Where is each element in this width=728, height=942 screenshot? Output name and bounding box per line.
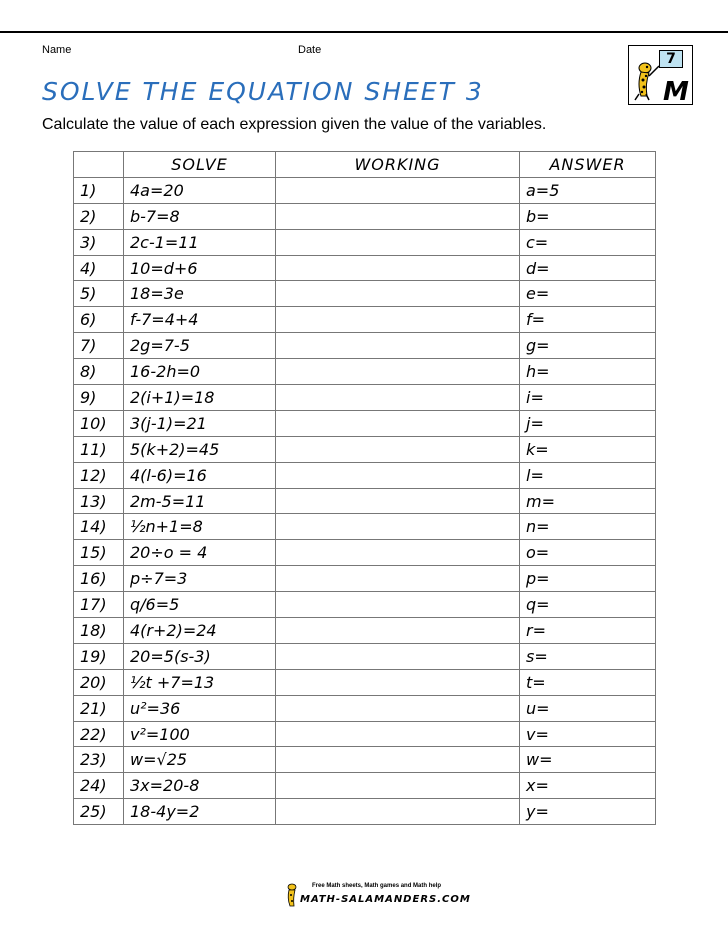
row-number: 14) <box>74 514 124 540</box>
row-working <box>276 514 520 540</box>
row-equation: f-7=4+4 <box>124 307 276 333</box>
table-row <box>74 359 656 385</box>
row-number: 22) <box>74 721 124 747</box>
row-equation: 2m-5=11 <box>124 488 276 514</box>
table-row <box>74 695 656 721</box>
row-answer: r= <box>520 618 656 644</box>
row-working <box>276 436 520 462</box>
table-row <box>74 721 656 747</box>
row-answer: m= <box>520 488 656 514</box>
table-row <box>74 773 656 799</box>
row-equation: 4(l-6)=16 <box>124 462 276 488</box>
row-working <box>276 229 520 255</box>
row-number: 21) <box>74 695 124 721</box>
row-number: 10) <box>74 410 124 436</box>
row-equation: 4a=20 <box>124 177 276 203</box>
row-answer: d= <box>520 255 656 281</box>
row-working <box>276 773 520 799</box>
row-working <box>276 618 520 644</box>
row-equation: v²=100 <box>124 721 276 747</box>
row-equation: b-7=8 <box>124 203 276 229</box>
row-answer: s= <box>520 643 656 669</box>
row-number: 19) <box>74 643 124 669</box>
row-number: 6) <box>74 307 124 333</box>
row-working <box>276 799 520 825</box>
header-number <box>74 152 124 178</box>
row-equation: 3(j-1)=21 <box>124 410 276 436</box>
row-answer: j= <box>520 410 656 436</box>
row-equation: 16-2h=0 <box>124 359 276 385</box>
row-number: 11) <box>74 436 124 462</box>
row-answer: x= <box>520 773 656 799</box>
instructions: Calculate the value of each expression given the value of the variables. <box>42 116 547 133</box>
table-row <box>74 540 656 566</box>
logo-brand-letter: M <box>663 77 689 104</box>
row-answer: w= <box>520 747 656 773</box>
row-answer: b= <box>520 203 656 229</box>
table-row <box>74 255 656 281</box>
row-answer: h= <box>520 359 656 385</box>
table-row <box>74 462 656 488</box>
row-answer: o= <box>520 540 656 566</box>
salamander-logo <box>628 45 693 105</box>
row-answer: n= <box>520 514 656 540</box>
row-number: 4) <box>74 255 124 281</box>
page-title: SOLVE THE EQUATION SHEET 3 <box>42 77 484 106</box>
row-working <box>276 540 520 566</box>
table-row <box>74 281 656 307</box>
row-working <box>276 333 520 359</box>
row-equation: ½t +7=13 <box>124 669 276 695</box>
row-number: 5) <box>74 281 124 307</box>
row-equation: 2(i+1)=18 <box>124 385 276 411</box>
row-working <box>276 281 520 307</box>
row-equation: 10=d+6 <box>124 255 276 281</box>
row-answer: e= <box>520 281 656 307</box>
row-equation: p÷7=3 <box>124 566 276 592</box>
row-working <box>276 721 520 747</box>
row-equation: 18=3e <box>124 281 276 307</box>
row-answer: f= <box>520 307 656 333</box>
row-working <box>276 669 520 695</box>
row-number: 7) <box>74 333 124 359</box>
row-equation: 4(r+2)=24 <box>124 618 276 644</box>
row-equation: 3x=20-8 <box>124 773 276 799</box>
row-working <box>276 177 520 203</box>
row-answer: v= <box>520 721 656 747</box>
row-working <box>276 462 520 488</box>
table-header-row <box>74 152 656 178</box>
row-equation: ½n+1=8 <box>124 514 276 540</box>
row-answer: g= <box>520 333 656 359</box>
row-working <box>276 488 520 514</box>
table-row <box>74 333 656 359</box>
table-row <box>74 669 656 695</box>
row-answer: c= <box>520 229 656 255</box>
row-equation: u²=36 <box>124 695 276 721</box>
row-answer: i= <box>520 385 656 411</box>
table-row <box>74 747 656 773</box>
top-rule <box>0 31 728 33</box>
row-number: 8) <box>74 359 124 385</box>
table-row <box>74 385 656 411</box>
row-answer: p= <box>520 566 656 592</box>
row-answer: k= <box>520 436 656 462</box>
row-equation: 20=5(s-3) <box>124 643 276 669</box>
footer-tagline: Free Math sheets, Math games and Math help <box>312 883 442 889</box>
name-label: Name <box>42 44 72 56</box>
table-row <box>74 514 656 540</box>
row-number: 3) <box>74 229 124 255</box>
header-solve: SOLVE <box>124 152 276 178</box>
row-working <box>276 359 520 385</box>
grade-badge: 7 <box>659 50 683 68</box>
row-equation: 5(k+2)=45 <box>124 436 276 462</box>
row-answer: l= <box>520 462 656 488</box>
table-row <box>74 177 656 203</box>
row-number: 1) <box>74 177 124 203</box>
header-answer: ANSWER <box>520 152 656 178</box>
row-working <box>276 695 520 721</box>
row-working <box>276 385 520 411</box>
row-working <box>276 255 520 281</box>
table-row <box>74 566 656 592</box>
row-working <box>276 307 520 333</box>
row-number: 16) <box>74 566 124 592</box>
table-row <box>74 203 656 229</box>
row-number: 17) <box>74 592 124 618</box>
row-working <box>276 410 520 436</box>
table-row <box>74 488 656 514</box>
row-equation: 2g=7-5 <box>124 333 276 359</box>
header-working: WORKING <box>276 152 520 178</box>
table-row <box>74 643 656 669</box>
table-row <box>74 229 656 255</box>
row-equation: 2c-1=11 <box>124 229 276 255</box>
row-answer: a=5 <box>520 177 656 203</box>
row-number: 9) <box>74 385 124 411</box>
row-equation: 18-4y=2 <box>124 799 276 825</box>
row-number: 12) <box>74 462 124 488</box>
table-row <box>74 799 656 825</box>
row-number: 20) <box>74 669 124 695</box>
row-answer: q= <box>520 592 656 618</box>
row-equation: w=√25 <box>124 747 276 773</box>
date-label: Date <box>298 44 322 56</box>
row-working <box>276 203 520 229</box>
row-number: 18) <box>74 618 124 644</box>
equation-table <box>73 151 656 825</box>
row-number: 25) <box>74 799 124 825</box>
row-number: 13) <box>74 488 124 514</box>
footer-site: MATH-SALAMANDERS.COM <box>300 894 471 905</box>
row-number: 15) <box>74 540 124 566</box>
row-number: 23) <box>74 747 124 773</box>
table-row <box>74 410 656 436</box>
table-row <box>74 307 656 333</box>
row-equation: q/6=5 <box>124 592 276 618</box>
row-equation: 20÷o = 4 <box>124 540 276 566</box>
table-row <box>74 436 656 462</box>
row-number: 24) <box>74 773 124 799</box>
row-working <box>276 592 520 618</box>
row-working <box>276 643 520 669</box>
table-row <box>74 618 656 644</box>
table-row <box>74 592 656 618</box>
row-working <box>276 566 520 592</box>
row-number: 2) <box>74 203 124 229</box>
row-answer: t= <box>520 669 656 695</box>
row-answer: u= <box>520 695 656 721</box>
row-answer: y= <box>520 799 656 825</box>
row-working <box>276 747 520 773</box>
